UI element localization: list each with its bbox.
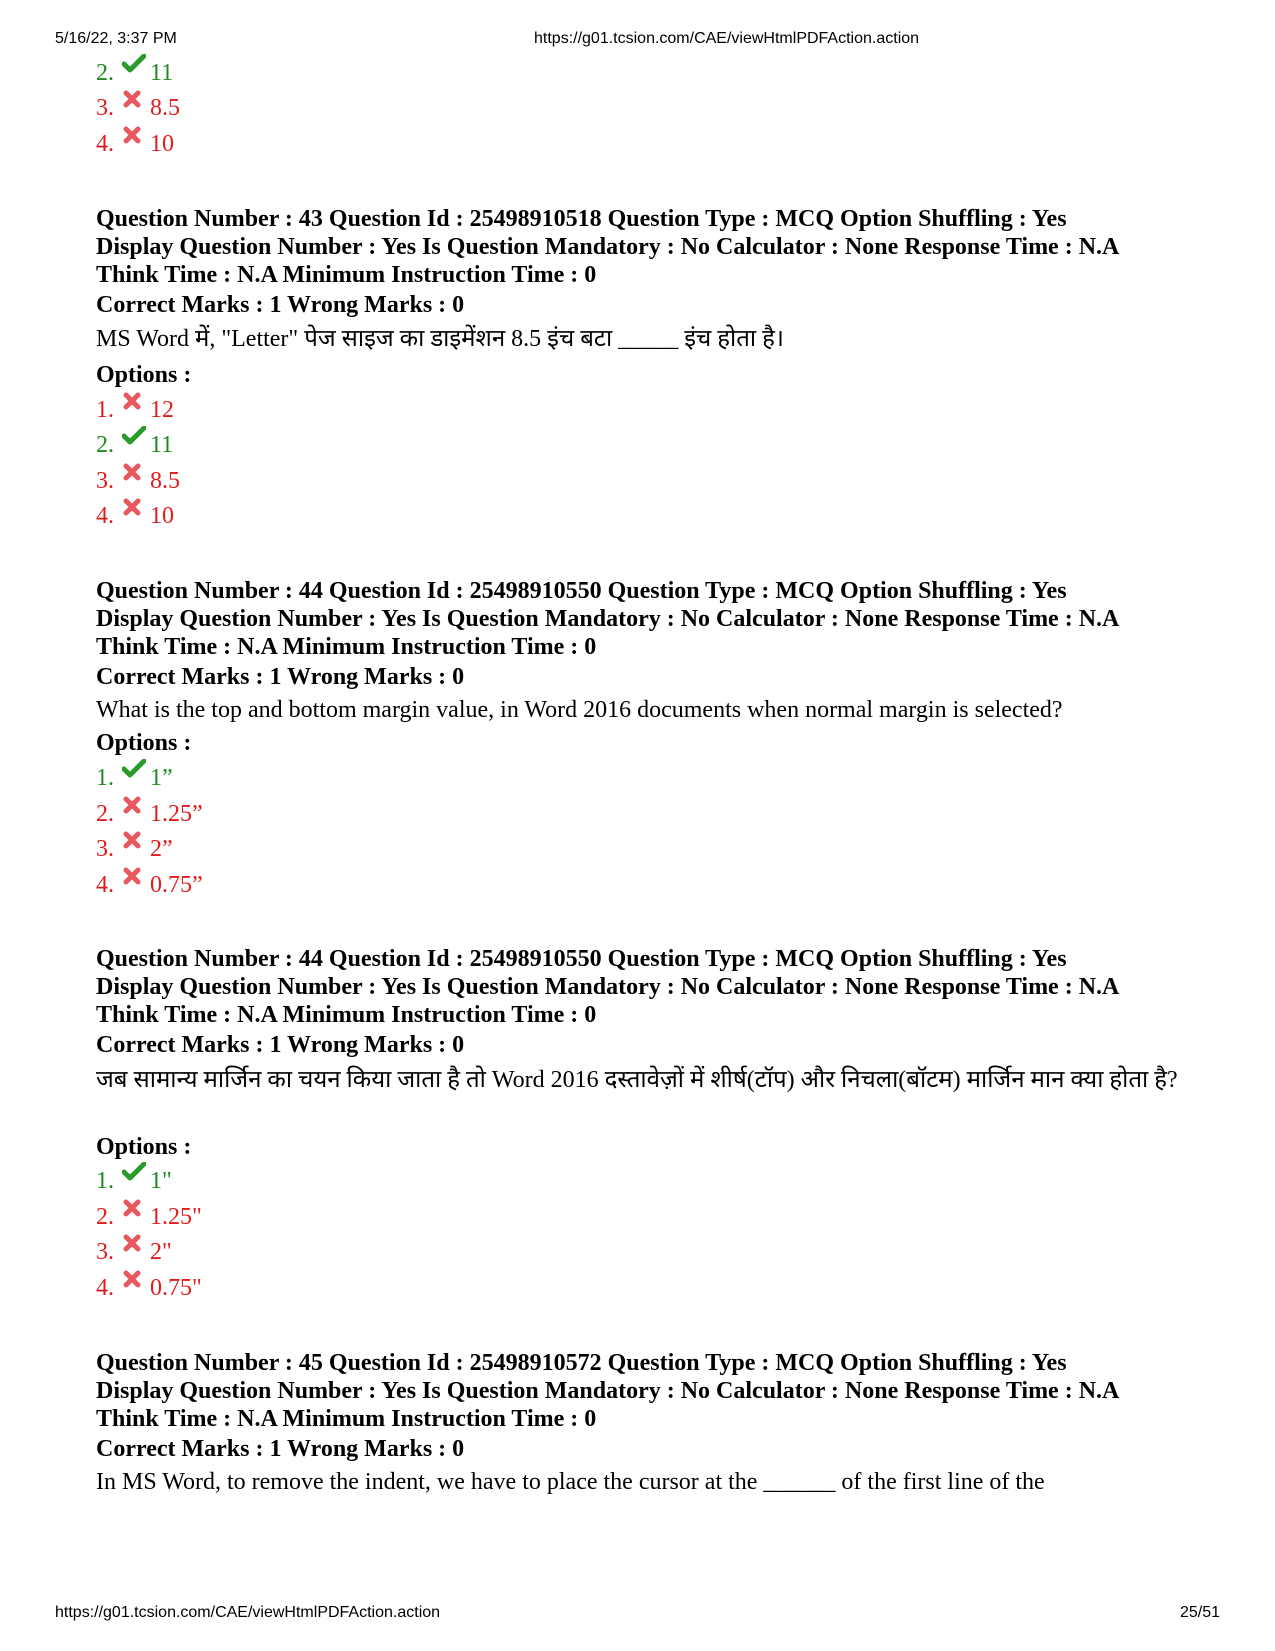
option-value: 8.5 <box>150 468 180 494</box>
option-item <box>96 130 174 158</box>
option-number: 4. <box>96 1275 114 1301</box>
question-marks: Correct Marks : 1 Wrong Marks : 0 <box>96 1436 465 1462</box>
option-value: 1.25” <box>150 801 203 827</box>
check-icon <box>122 759 148 783</box>
option-value: 12 <box>150 397 174 423</box>
option-item <box>96 764 173 792</box>
question-marks: Correct Marks : 1 Wrong Marks : 0 <box>96 1032 465 1058</box>
option-number: 2. <box>96 1204 114 1230</box>
question-meta: Question Number : 44 Question Id : 25498910550 Question Type : MCQ Option Shuffling : Yes Display Question Number : Yes Is Question Mandatory : No Calculator : None Response Time : N.A Think Time : N.A Minimum Instruction Time : 0 <box>96 946 1120 1028</box>
options-label: Options : <box>96 730 192 756</box>
check-icon <box>122 54 148 78</box>
question-meta: Question Number : 45 Question Id : 25498910572 Question Type : MCQ Option Shuffling : Yes Display Question Number : Yes Is Question Mandatory : No Calculator : None Response Time : N.A Think Time : N.A Minimum Instruction Time : 0 <box>96 1350 1120 1432</box>
option-item <box>96 431 173 459</box>
option-value: 10 <box>150 131 174 157</box>
check-icon <box>122 1162 148 1186</box>
print-datetime: 5/16/22, 3:37 PM <box>55 30 177 47</box>
option-item <box>96 502 174 530</box>
option-number: 4. <box>96 131 114 157</box>
option-number: 2. <box>96 432 114 458</box>
option-number: 2. <box>96 801 114 827</box>
question-meta: Question Number : 43 Question Id : 25498910518 Question Type : MCQ Option Shuffling : Yes Display Question Number : Yes Is Question Mandatory : No Calculator : None Response Time : N.A Think Time : N.A Minimum Instruction Time : 0 <box>96 206 1120 288</box>
option-item <box>96 835 173 863</box>
question-text: In MS Word, to remove the indent, we have to place the cursor at the ______ of the first line of the <box>96 1469 1045 1495</box>
option-item <box>96 59 173 87</box>
option-item <box>96 1238 172 1266</box>
option-item <box>96 94 180 122</box>
option-number: 4. <box>96 503 114 529</box>
option-value: 1” <box>150 765 173 791</box>
option-value: 11 <box>150 432 174 458</box>
option-number: 2. <box>96 60 114 86</box>
cross-icon <box>122 89 148 113</box>
page-number: 25/51 <box>1180 1604 1221 1621</box>
cross-icon <box>122 1269 148 1293</box>
question-meta: Question Number : 44 Question Id : 25498910550 Question Type : MCQ Option Shuffling : Yes Display Question Number : Yes Is Question Mandatory : No Calculator : None Response Time : N.A Think Time : N.A Minimum Instruction Time : 0 <box>96 578 1120 660</box>
cross-icon <box>122 795 148 819</box>
option-number: 3. <box>96 1239 114 1265</box>
cross-icon <box>122 497 148 521</box>
option-value: 2" <box>150 1239 172 1265</box>
option-value: 10 <box>150 503 174 529</box>
cross-icon <box>122 866 148 890</box>
option-value: 1.25" <box>150 1204 202 1230</box>
option-item <box>96 1274 202 1302</box>
option-value: 2” <box>150 836 173 862</box>
options-label: Options : <box>96 362 192 388</box>
cross-icon <box>122 462 148 486</box>
option-item <box>96 871 203 899</box>
question-text: What is the top and bottom margin value, in Word 2016 documents when normal margin is selected? <box>96 697 1063 723</box>
option-value: 11 <box>150 60 174 86</box>
option-number: 3. <box>96 836 114 862</box>
cross-icon <box>122 1198 148 1222</box>
option-number: 4. <box>96 872 114 898</box>
option-number: 3. <box>96 95 114 121</box>
option-value: 1" <box>150 1168 172 1194</box>
option-item <box>96 1167 172 1195</box>
option-item <box>96 396 174 424</box>
option-value: 0.75" <box>150 1275 202 1301</box>
option-item <box>96 467 180 495</box>
cross-icon <box>122 391 148 415</box>
option-number: 3. <box>96 468 114 494</box>
question-marks: Correct Marks : 1 Wrong Marks : 0 <box>96 292 465 318</box>
print-header-url: https://g01.tcsion.com/CAE/viewHtmlPDFAction.action <box>534 30 920 47</box>
option-item <box>96 800 203 828</box>
option-number: 1. <box>96 765 114 791</box>
question-marks: Correct Marks : 1 Wrong Marks : 0 <box>96 664 465 690</box>
print-footer-url: https://g01.tcsion.com/CAE/viewHtmlPDFAction.action <box>55 1604 441 1621</box>
cross-icon <box>122 125 148 149</box>
question-text: MS Word में, "Letter" पेज साइज का डाइमेंशन 8.5 इंच बटा _____ इंच होता है। <box>96 326 784 352</box>
option-value: 8.5 <box>150 95 180 121</box>
option-item <box>96 1203 202 1231</box>
option-value: 0.75” <box>150 872 203 898</box>
cross-icon <box>122 1233 148 1257</box>
question-text: जब सामान्य मार्जिन का चयन किया जाता है तो Word 2016 दस्तावेज़ों में शीर्ष(टॉप) और निचला(बॉटम) मार्जिन मान क्या होता है? <box>96 1067 1178 1093</box>
option-number: 1. <box>96 397 114 423</box>
option-number: 1. <box>96 1168 114 1194</box>
check-icon <box>122 426 148 450</box>
cross-icon <box>122 830 148 854</box>
options-label: Options : <box>96 1134 192 1160</box>
